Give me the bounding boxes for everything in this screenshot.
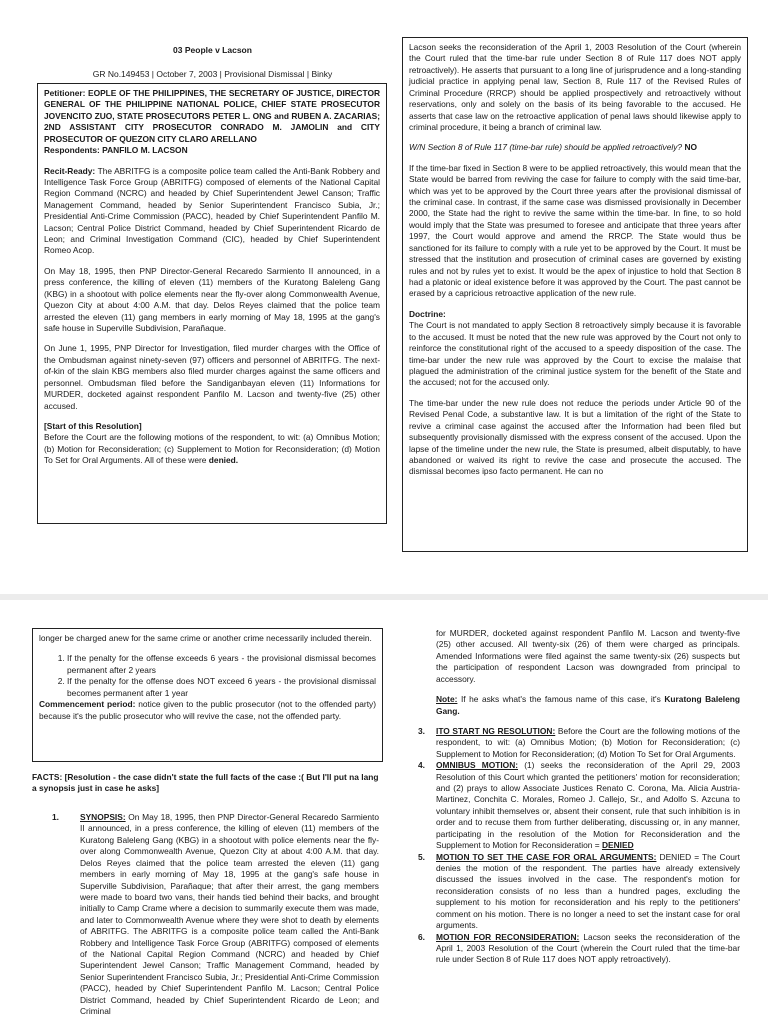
synopsis-text: On May 18, 1995, then PNP Director-General Recaredo Sarmiento II announced, in a press conference, the killing of eleven (11) members of the Kuratong Baleleng Gang (KBG) in a shootout with police elements near the fly-over along Commonwealth Avenue, Quezon City at about 4:00 A.M. that day. Delos Reyes claimed that the police team arrested the eleven (11) gang members in early morning of May 18, 1995 at the gang's safe house in Superville Subdivision, Parañaque; that after their arrest, the gang members were made to board two vans, their hands tied behind their backs, and brought initially to Camp Crame where a decision to summarily execute them was made, and later to Commonwealth Avenue where they were shot to death by elements of ABRITFG. The ABRITFG is a composite police team called the Anti-Bank Robbery and Intelligence Task Force Group (ABRITFG) composed of elements of the National Capital Region Command (NCRC) and headed by Chief Superintendent Jewel Canson; Traffic Management Command, headed by Senior Superintendent Francisco Subia, Jr.; Presidential Anti-Crime Commission (PACC), headed by Chief Superintendent Panfilo M. Lacson; Central Police District Command, headed by Chief Superintendent Ricardo de Leon; and Criminal bbox=[80, 812, 379, 1017]
start-resolution-paragraph bbox=[44, 432, 380, 466]
item-label: MOTION TO SET THE CASE FOR ORAL ARGUMENTS: bbox=[436, 851, 657, 862]
ruling-paragraph: If the time-bar fixed in Section 8 were to be applied retroactively, this would mean that the State would be barred from reviving the case for failure to comply with the said time-bar, which was yet to be approved by the Court three years after the provisional dismissal of the criminal case. In contrast, if the same case was dismissed provisionally in December 2000, the State had the right to revive the same within the time-bar. In fine, to so hold would imply that the State was presumed to foresee and anticipate that three years after 1997, the Court would approve and amend the RRCP. The State would thus be sanctioned for its failure to comply with a rule yet to be approved by the Court. It must be stressed that the institution and prosecution of criminal cases are governed by existing rules and not by rules yet to exist. It would be the apex of injustice to hold that Section 8 had a platonic or ideal existence before it was approved by the Court. The past cannot be erased by a capricious retroactive application of the new rule. bbox=[409, 162, 741, 299]
recit-ready-text: The ABRITFG is a composite police team called the Anti-Bank Robbery and Intelligence Task Force Group (ABRITFG) composed of elements of the National Capital Region Command (NCRC) and headed by Chief Superintendent Jewel Canson; Traffic Management Command, headed by Senior Superintendent Francisco Subia, Jr.; Presidential Anti-Crime Commission (PACC), headed by Chief Superintendent Panfilo M. Lacson; Central Police District Command, headed by Chief Superintendent Ricardo de Leon; and Criminal Investigation Command (CIC), headed by Chief Superintendent Romeo Acop. bbox=[44, 165, 380, 256]
recit-ready-label: Recit-Ready: bbox=[44, 165, 96, 176]
commencement-paragraph bbox=[39, 699, 376, 722]
continuation-box bbox=[32, 628, 383, 762]
paragraph-june-1: On June 1, 1995, PNP Director for Investigation, filed murder charges with the Office of the Ombudsman against ninety-seven (97) officers and personnel of ABRITFG. The next-of-kin of the slain KBG members also filed murder charges against the same officers and personnel. Ombudsman filed before the Sandiganbayan eleven (11) Informations for MURDER, docketed against respondent Panfilo M. Lacson and twenty-five (25) other accused. bbox=[44, 343, 380, 411]
item-number: 5. bbox=[418, 851, 425, 862]
item-paragraph bbox=[436, 932, 740, 966]
facts-heading: FACTS: [Resolution - the case didn't state the full facts of the case :( But I'll put na lang a synopsis just in case he asks] bbox=[32, 772, 379, 794]
petitioner-text: EOPLE OF THE PHILIPPINES, THE SECRETARY OF JUSTICE, DIRECTOR GENERAL OF THE PHILIPPINE NATIONAL POLICE, CHIEF STATE PROSECUTOR JOVENCITO ZUO, STATE PROSECUTORS PETER L. ONG and RUBEN A. ZACARIAS; 2ND ASSISTANT CITY PROSECUTOR CONRADO M. JAMOLIN and CITY PROSECUTOR OF QUEZON CITY CLARO ARELLANO bbox=[44, 88, 381, 144]
denied-text: denied. bbox=[208, 455, 239, 466]
issue-text: W/N Section 8 of Rule 117 (time-bar rule) should be applied retroactively? bbox=[409, 142, 683, 153]
continuation-text: longer be charged anew for the same crime or another crime necessarily included therein. bbox=[39, 633, 372, 643]
synopsis-item bbox=[52, 812, 379, 1018]
right-column bbox=[418, 628, 740, 966]
item-paragraph bbox=[436, 726, 740, 760]
item-label: ITO START NG RESOLUTION: bbox=[436, 725, 556, 736]
synopsis-number: 1. bbox=[52, 812, 59, 822]
item-paragraph bbox=[436, 852, 740, 932]
issue-paragraph bbox=[409, 142, 741, 153]
item-tail: DENIED bbox=[601, 840, 634, 851]
item-text: (1) seeks the reconsideration of the April 29, 2003 Resolution of this Court which granted the petitioners' motion for reconsideration; and (2) prays to allow Associate Justices Renato C. Corona, Ma. Alicia Austria-Martinez, Conchita C. Morales, Romeo J. Callejo, Sr., and Adolfo S. Azcuna to voluntary inhibit themselves or, absent their consent, rule that such inhibition is in order and to recuse them from further deliberating, discussing or, in any manner, participating in the resolution of the Motion for Reconsideration and the Supplement to Motion for Reconsideration = bbox=[436, 760, 740, 851]
item-text: DENIED = The Court denies the motion of the respondent. The parties have already extensively discussed the issues involved in the case. The respondent's motion for reconsideration consists of no less than a hundred pages, excluding the supplement to his motion for reconsideration and his reply to the petitioners' comment on his motion. There is no longer a need to set the instant case for oral arguments. bbox=[436, 851, 741, 931]
item-text: Lacson seeks the reconsideration of the April 1, 2003 Resolution of the Court (wherein the Court ruled that the time-bar rule under Section 8 of Rule 117 does NOT apply retroactively). bbox=[436, 931, 741, 965]
list-item bbox=[418, 932, 740, 966]
petitioner-label: Petitioner: bbox=[44, 88, 86, 98]
rule-item: 1. If the penalty for the offense exceeds 6 years - the provisional dismissal becomes permanent after 2 years bbox=[67, 653, 376, 676]
note-label: Note: bbox=[436, 694, 458, 705]
paragraph-may-18: On May 18, 1995, then PNP Director-General Recaredo Sarmiento II announced, in a press conference, the killing of eleven (11) members of the Kuratong Baleleng Gang (KBG) in a shootout with police elements near the fly-over along Commonwealth Avenue, Quezon City at about 4:00 A.M. that day. Delos Reyes claimed that the police team arrested the eleven (11) gang members in early morning of May 18, 1995 at the gang's safe house in Superville Subdivision, Parañaque. bbox=[44, 265, 380, 334]
synopsis-label: SYNOPSIS: bbox=[80, 812, 126, 822]
respondent-label: Respondents: bbox=[44, 145, 100, 156]
synopsis-paragraph bbox=[80, 812, 379, 1018]
time-bar-rules-list bbox=[39, 653, 376, 699]
note-text: If he asks what's the famous name of this case, it's bbox=[460, 694, 665, 705]
respondent-text: PANFILO M. LACSON bbox=[102, 145, 188, 156]
parties-block bbox=[44, 88, 380, 157]
right-continuation: for MURDER, docketed against respondent Panfilo M. Lacson and twenty-five (25) other accused. All twenty-six (26) of them were charged as principals. Amended Informations were filed against the same twenty-six (26) suspects but the participation of respondent Lacson was downgraded from principal to accessory. bbox=[436, 628, 740, 684]
note-bold: Kuratong Baleleng Gang. bbox=[436, 694, 741, 716]
reconsideration-intro: Lacson seeks the reconsideration of the April 1, 2003 Resolution of the Court (wherein the Court ruled that the time-bar rule under Section 8 of Rule 117 does NOT apply retroactively). He asserts that pursuant to a long line of jurisprudence and a long-standing judicial practice in applying penal law, Section 8, Rule 117 of the Revised Rules of Criminal Procedure (RRCP) should be applied prospectively and retroactively without reservations, only and solely on the basis of its being favorable to the accused. He asserts that case law on the retroactive application of penal laws should likewise apply to criminal procedure, it being a branch of criminal law. bbox=[409, 42, 741, 132]
item-number: 3. bbox=[418, 725, 425, 736]
item-label: OMNIBUS MOTION: bbox=[436, 760, 519, 771]
item-paragraph bbox=[436, 760, 740, 851]
rule-item: 2. If the penalty for the offense does NOT exceed 6 years - the provisional dismissal becomes permanent after 1 year bbox=[67, 676, 376, 699]
item-number: 4. bbox=[418, 760, 425, 771]
list-item bbox=[418, 852, 740, 932]
recit-ready-paragraph bbox=[44, 166, 380, 257]
case-summary-box bbox=[37, 83, 387, 524]
start-resolution-label: [Start of this Resolution] bbox=[44, 420, 142, 431]
commencement-label: Commencement period: bbox=[39, 699, 136, 710]
issue-answer: NO bbox=[684, 142, 697, 153]
case-subtitle: GR No.149453 | October 7, 2003 | Provisional Dismissal | Binky bbox=[92, 69, 333, 79]
list-item bbox=[418, 760, 740, 851]
start-resolution-text: Before the Court are the following motions of the respondent, to wit: (a) Omnibus Motion; (b) Motion for Reconsideration; (c) Supplement to Motion for Reconsideration; (d) Motion To Set for Oral Arguments. All of these were bbox=[44, 432, 380, 466]
commencement-text: notice given to the public prosecutor (not to the offended party) because it's the public prosecutor who will revive the case, not the offended party. bbox=[39, 699, 376, 721]
ruling-box bbox=[402, 37, 748, 552]
case-title: 03 People v Lacson bbox=[173, 45, 252, 55]
doctrine-label: Doctrine: bbox=[409, 308, 446, 319]
item-text: Before the Court are the following motions of the respondent, to wit: (a) Omnibus Motion; (b) Motion for Reconsideration; (c) Supplement to Motion for Reconsideration; (d) Motion To Set for Oral Arguments. bbox=[436, 725, 741, 759]
time-bar-paragraph: The time-bar under the new rule does not reduce the periods under Article 90 of the Revised Penal Code, a substantive law. It is but a limitation of the right of the State to revive a criminal case against the accused after the Information had been filed but subsequently provisionally dismissed with the express consent of the accused. Upon the lapse of the timeline under the new rule, the State is presumed, albeit disputably, to have abandoned or waived its right to revive the case and prosecute the accused. The dismissal becomes ipso facto permanent. He can no bbox=[409, 397, 741, 477]
item-number: 6. bbox=[418, 931, 425, 942]
list-item bbox=[418, 726, 740, 760]
note-paragraph bbox=[436, 694, 740, 717]
doctrine-paragraph: The Court is not mandated to apply Section 8 retroactively simply because it is favorable to the accused. It must be noted that the new rule was approved by the Court not only to reinforce the constitutional right of the accused to a speedy disposition of the case. The time-bar under the new rule was approved by the Court to excise the malaise that plagued the administration of the criminal justice system for the benefit of the State and the accused; not for the accused only. bbox=[409, 320, 741, 388]
page-2 bbox=[0, 600, 768, 1024]
item-label: MOTION FOR RECONSIDERATION: bbox=[436, 931, 580, 942]
